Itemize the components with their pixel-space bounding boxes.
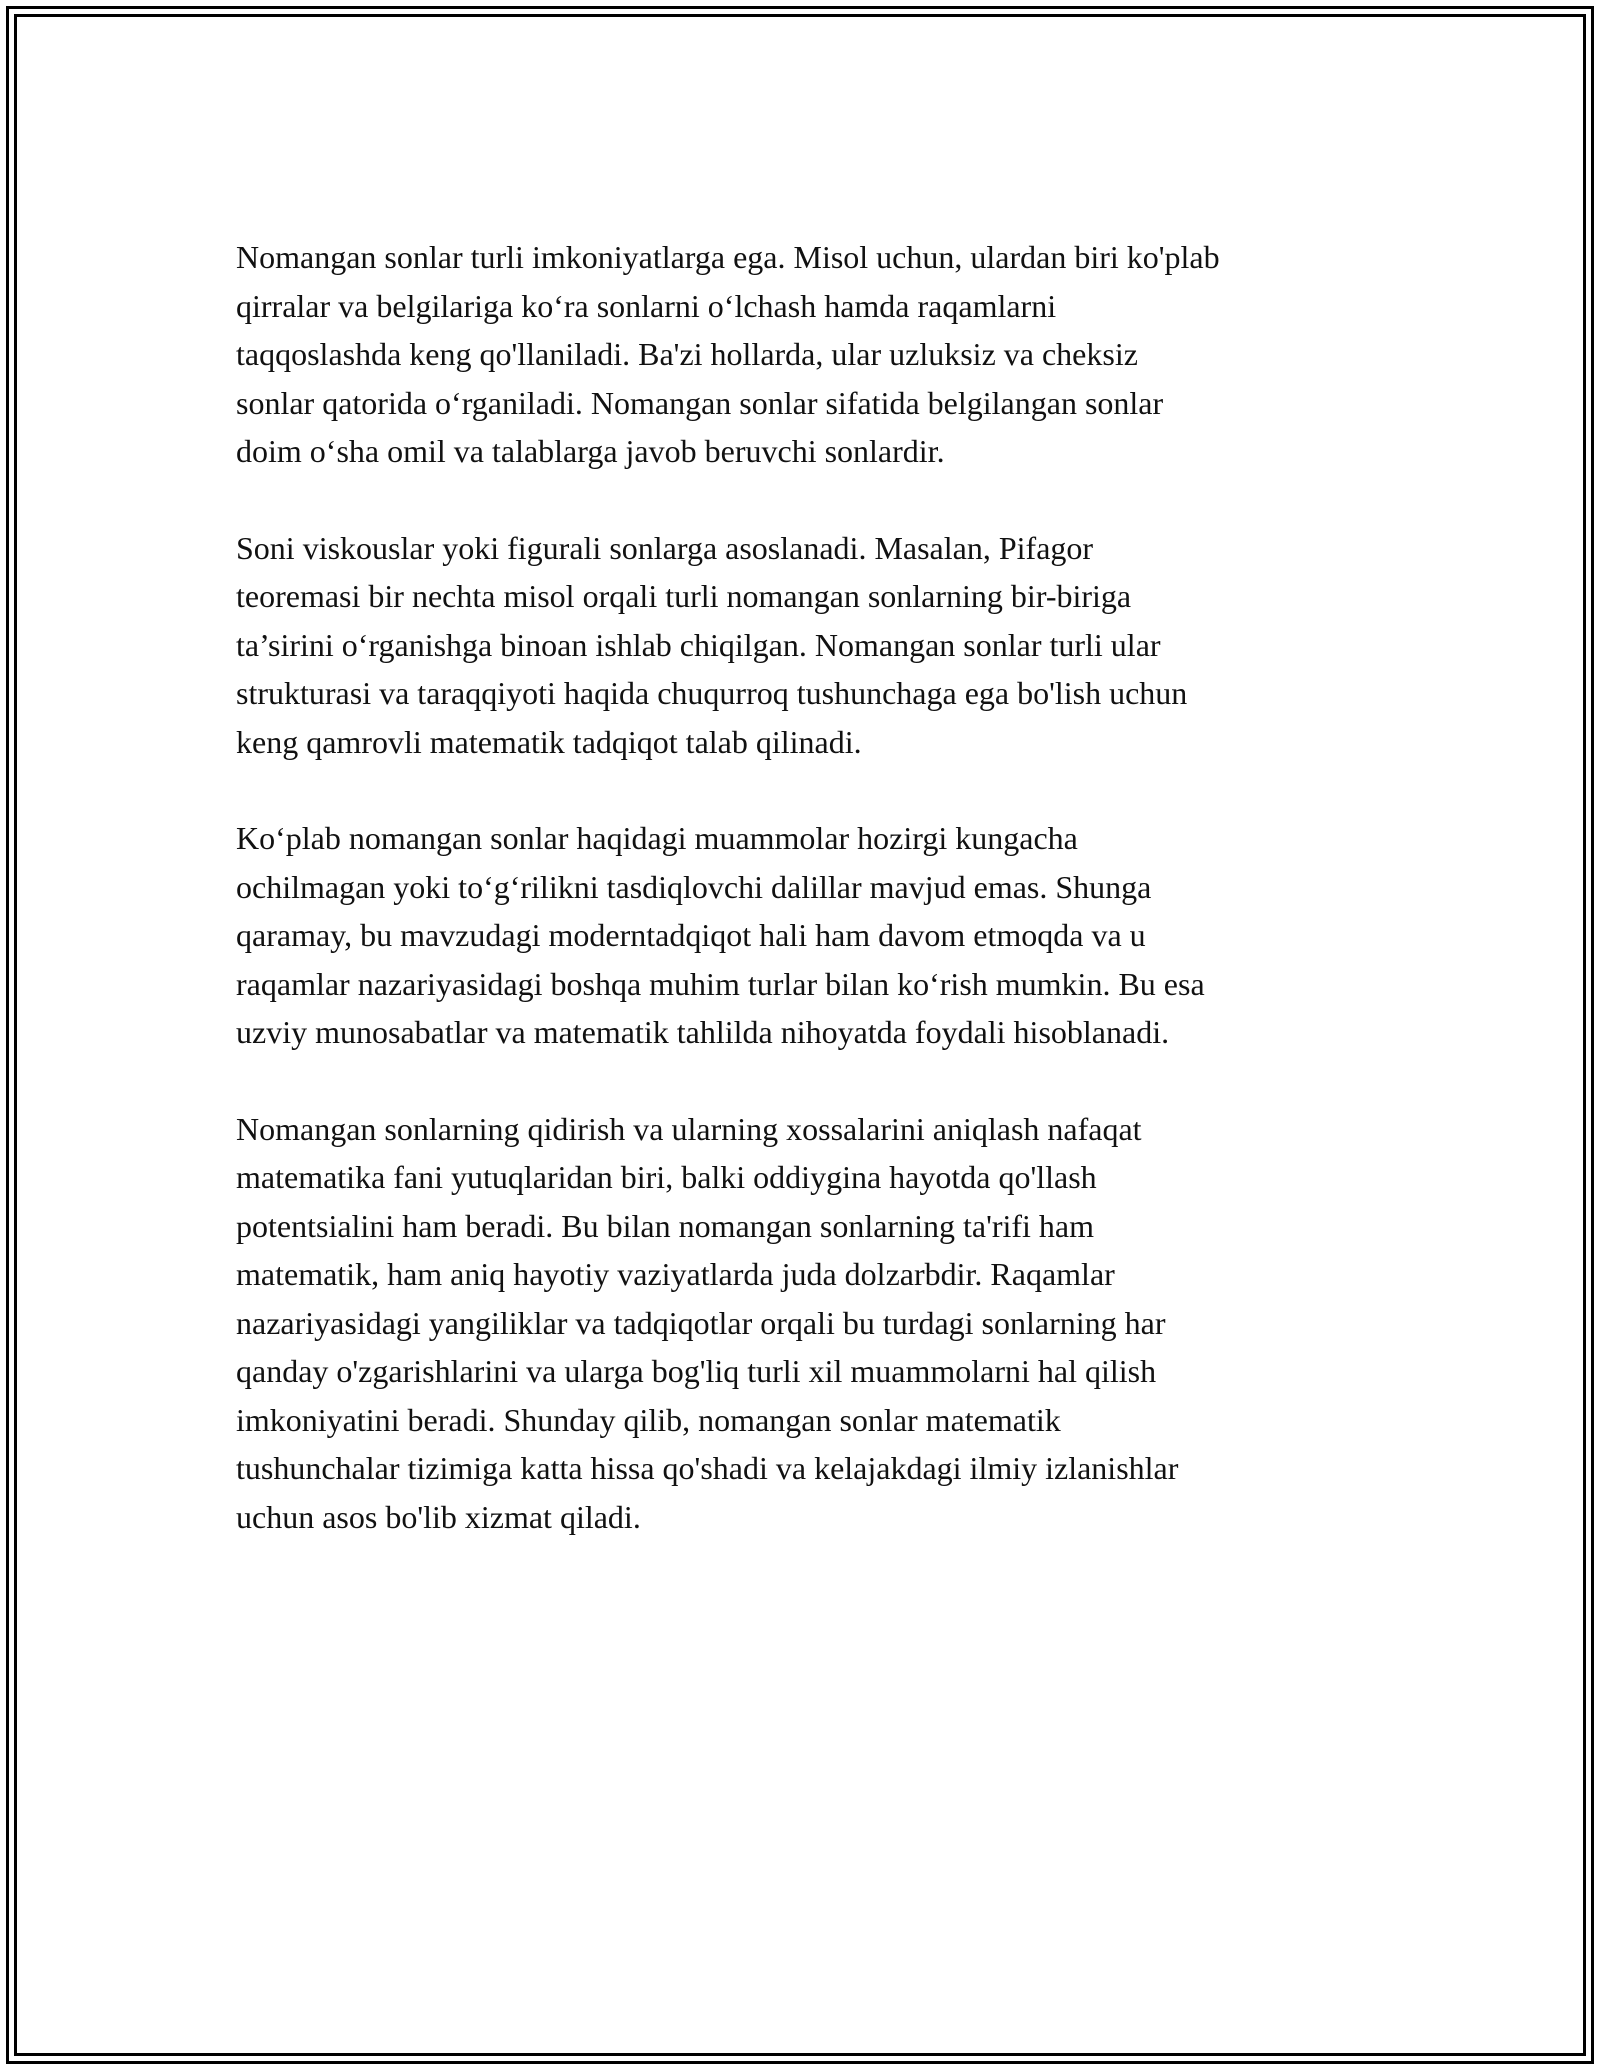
paragraph-2: Soni viskouslar yoki figurali sonlarga asoslanadi. Masalan, Pifagor teoremasi bir nechta misol orqali turli nomangan sonlarning bir-biriga ta’sirini oʻrganishga binoan ishlab chiqilgan. Nomangan sonlar turli ular strukturasi va taraqqiyoti haqida chuqurroq tushunchaga ega bo'lish uchun keng qamrovli matematik tadqiqot talab qilinadi. (236, 529, 1188, 760)
paragraph-4: Nomangan sonlarning qidirish va ularning xossalarini aniqlash nafaqat matematika fani yutuqlaridan biri, balki oddiygina hayotda qo'llash potentsialini ham beradi. Bu bilan nomangan sonlarning ta'rifi ham matematik, ham aniq hayotiy vaziyatlarda juda dolzarbdir. Raqamlar nazariyasidagi yangiliklar va tadqiqotlar orqali bu turdagi sonlarning har qanday o'zgarishlarini va ularga bog'liq turli xil muammolarni hal qilish imkoniyatini beradi. Shunday qilib, nomangan sonlar matematik tushunchalar tizimiga katta hissa qo'shadi va kelajakdagi ilmiy izlanishlar uchun asos bo'lib xizmat qiladi. (236, 1110, 1179, 1535)
paragraph-3: Koʻplab nomangan sonlar haqidagi muammolar hozirgi kungacha ochilmagan yoki toʻgʻrilikni tasdiqlovchi dalillar mavjud emas. Shunga qaramay, bu mavzudagi moderntadqiqot hali ham davom etmoqda va u raqamlar nazariyasidagi boshqa muhim turlar bilan koʻrish mumkin. Bu esa uzviy munosabatlar va matematik tahlilda nihoyatda foydali hisoblanadi. (236, 820, 1205, 1050)
document-body (236, 233, 1396, 1589)
paragraph-1: Nomangan sonlar turli imkoniyatlarga ega. Misol uchun, ulardan biri ko'plab qirralar va belgilariga koʻra sonlarni oʻlchash hamda raqamlarni taqqoslashda keng qo'llaniladi. Ba'zi hollarda, ular uzluksiz va cheksiz sonlar qatorida oʻrganiladi. Nomangan sonlar sifatida belgilangan sonlar doim oʻsha omil va talablarga javob beruvchi sonlardir. (236, 239, 1220, 469)
